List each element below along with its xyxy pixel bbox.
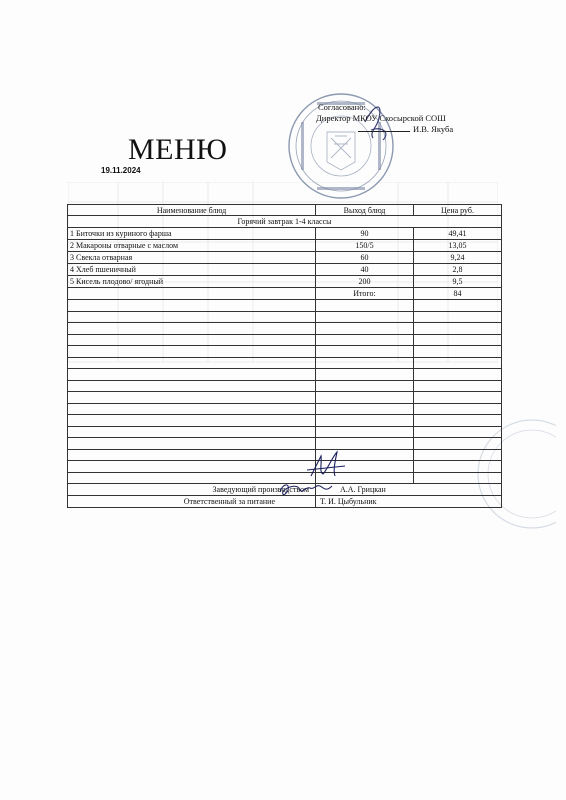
total-value: 84 — [414, 288, 502, 300]
section-row — [68, 216, 502, 228]
approval-heading: Согласовано: — [318, 102, 366, 112]
header-price: Цена руб. — [414, 205, 502, 216]
dish-name: 3 Свекла отварная — [68, 252, 316, 264]
responsible-signature — [276, 478, 334, 500]
dish-price: 2,8 — [414, 264, 502, 276]
dish-name: 5 Кисель плодово/ ягодный — [68, 276, 316, 288]
dish-yield: 90 — [316, 228, 414, 240]
table-row — [68, 228, 502, 240]
table-row — [68, 252, 502, 264]
dish-yield: 60 — [316, 252, 414, 264]
empty-row — [68, 438, 502, 450]
approval-position: Директор МКОУ Скосырской СОШ — [316, 113, 446, 123]
responsible-title: Ответственный за питание — [68, 496, 316, 508]
dish-price: 13,05 — [414, 240, 502, 252]
section-title: Горячий завтрак 1-4 классы — [68, 216, 502, 228]
empty-row — [68, 449, 502, 461]
empty-row — [68, 323, 502, 335]
empty-row — [68, 357, 502, 369]
empty-row — [68, 311, 502, 323]
dish-yield: 40 — [316, 264, 414, 276]
empty-row — [68, 426, 502, 438]
empty-row — [68, 415, 502, 427]
empty-row — [68, 300, 502, 312]
empty-row — [68, 369, 502, 381]
dish-name: 1 Биточки из куриного фарша — [68, 228, 316, 240]
approval-block — [318, 102, 453, 135]
header-name: Наименование блюд — [68, 205, 316, 216]
dish-name: 4 Хлеб пшеничный — [68, 264, 316, 276]
approval-name: И.В. Якуба — [413, 124, 454, 134]
manager-signature — [305, 450, 349, 480]
table-row — [68, 276, 502, 288]
page-title: МЕНЮ — [128, 133, 228, 166]
header-yield: Выход блюд — [316, 205, 414, 216]
total-label: Итого: — [316, 288, 414, 300]
approval-signature-line — [358, 131, 410, 132]
table-row — [68, 240, 502, 252]
manager-name: А.А. Грицкан — [316, 484, 502, 496]
total-empty-cell — [68, 288, 316, 300]
table-row — [68, 264, 502, 276]
dish-price: 49,41 — [414, 228, 502, 240]
empty-row — [68, 334, 502, 346]
empty-row — [68, 461, 502, 473]
dish-yield: 150/5 — [316, 240, 414, 252]
responsible-name: Т. И. Цыбульник — [316, 496, 502, 508]
empty-row — [68, 392, 502, 404]
manager-title: Заведующий производством — [68, 484, 316, 496]
dish-name: 2 Макароны отварные с маслом — [68, 240, 316, 252]
dish-price: 9,24 — [414, 252, 502, 264]
dish-price: 9,5 — [414, 276, 502, 288]
empty-row — [68, 403, 502, 415]
empty-row — [68, 346, 502, 358]
table-header-row — [68, 205, 502, 216]
menu-table — [67, 204, 502, 508]
dish-yield: 200 — [316, 276, 414, 288]
menu-date: 19.11.2024 — [101, 166, 141, 175]
empty-row — [68, 380, 502, 392]
total-row — [68, 288, 502, 300]
